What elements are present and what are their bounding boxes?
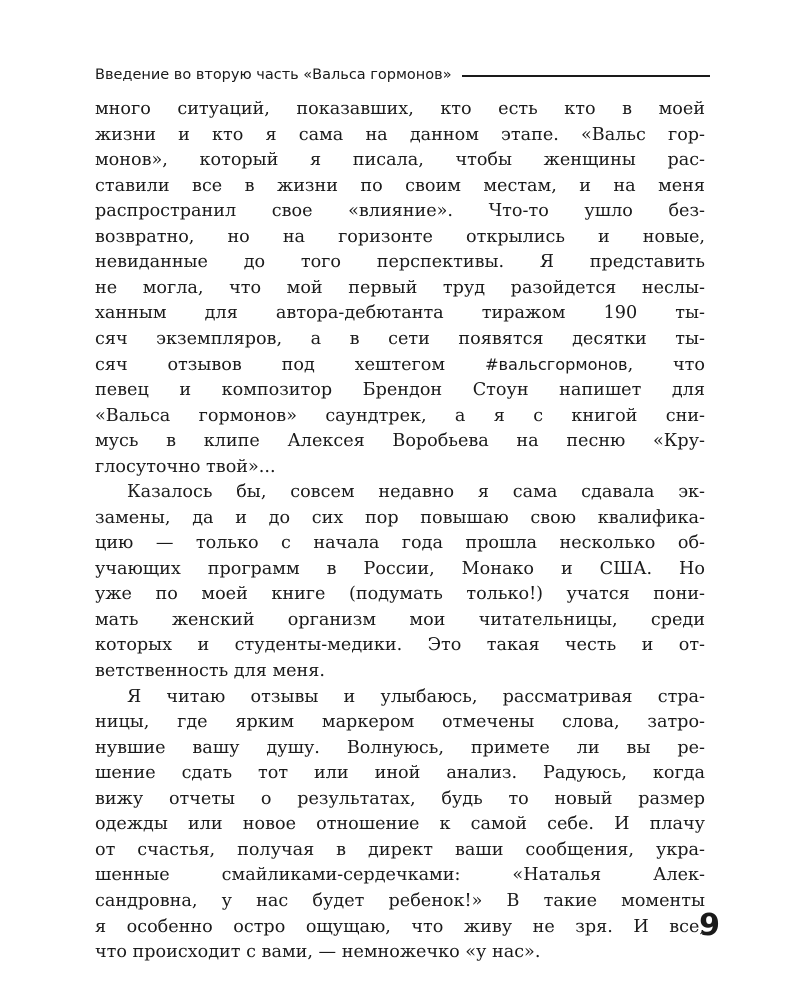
text-line: сандровна, у нас будет ребенок!» В такие моменты: [95, 890, 705, 911]
text-line: певец и композитор Брендон Стоун напишет для: [95, 380, 705, 401]
text-line: от счастья, получая в директ ваши сообщения, укра-: [95, 839, 705, 860]
text-line: замены, да и до сих пор повышаю свою квалифика-: [95, 507, 705, 528]
text-line: которых и студенты-медики. Это такая честь и от-: [95, 635, 705, 656]
body-text: [95, 97, 705, 966]
header-rule: [462, 75, 710, 77]
paragraph-3: [95, 685, 705, 966]
text-line: распространил свое «влияние». Что-то ушло без-: [95, 201, 705, 222]
text-line: сяч экземпляров, а в сети появятся десятки ты-: [95, 328, 705, 349]
text-line: ставили все в жизни по своим местам, и на меня: [95, 175, 705, 196]
text-line: я особенно остро ощущаю, что живу не зря. И все,: [95, 916, 705, 937]
text-line-hashtag: [95, 352, 705, 378]
text-line: учающих программ в России, Монако и США. Но: [95, 558, 705, 579]
running-title: Введение во вторую часть «Вальса гормонов»: [95, 67, 452, 83]
running-header: [95, 64, 710, 86]
text-line: невиданные до того перспективы. Я представить: [95, 252, 705, 273]
text-line: «Вальса гормонов» саундтрек, а я с книгой сни-: [95, 405, 705, 426]
text-segment: сяч отзывов под хештегом: [95, 355, 446, 376]
text-line: жизни и кто я сама на данном этапе. «Вальс гор-: [95, 124, 705, 145]
paragraph-1: [95, 97, 705, 480]
text-line: шенные смайликами-сердечками: «Наталья Алек-: [95, 865, 705, 886]
text-line: ветственность для меня.: [95, 661, 325, 682]
text-line: ницы, где ярким маркером отмечены слова, затро-: [95, 712, 705, 733]
text-line: мать женский организм мои читательницы, среди: [95, 609, 705, 630]
text-line: глосуточно твой»...: [95, 456, 276, 477]
hashtag: #вальсгормонов: [484, 355, 628, 375]
text-line: много ситуаций, показавших, кто есть кто в моей: [95, 99, 705, 119]
text-line: Я читаю отзывы и улыбаюсь, рассматривая стра-: [127, 686, 705, 707]
text-segment: , что: [627, 355, 706, 376]
text-line: Казалось бы, совсем недавно я сама сдавала эк-: [127, 482, 705, 503]
text-line: мусь в клипе Алексея Воробьева на песню «Кру-: [95, 431, 705, 452]
text-line: что происходит с вами, — немножечко «у нас».: [95, 942, 541, 963]
text-line: нувшие вашу душу. Волнуюсь, примете ли вы ре-: [95, 737, 705, 758]
text-line: вижу отчеты о результатах, будь то новый размер: [95, 788, 705, 809]
text-line: возвратно, но на горизонте открылись и новые,: [95, 226, 705, 247]
page-number: 9: [699, 908, 720, 943]
text-line: шение сдать тот или иной анализ. Радуюсь, когда: [95, 763, 705, 784]
text-line: одежды или новое отношение к самой себе. И плачу: [95, 814, 705, 835]
text-line: не могла, что мой первый труд разойдется неслы-: [95, 277, 705, 298]
text-line: монов», который я писала, чтобы женщины рас-: [95, 150, 705, 171]
text-line: ханным для автора-дебютанта тиражом 190 ты-: [95, 303, 705, 324]
text-line: уже по моей книге (подумать только!) учатся пони-: [95, 584, 705, 605]
text-line: цию — только с начала года прошла несколько об-: [95, 533, 705, 554]
paragraph-2: [95, 480, 705, 684]
